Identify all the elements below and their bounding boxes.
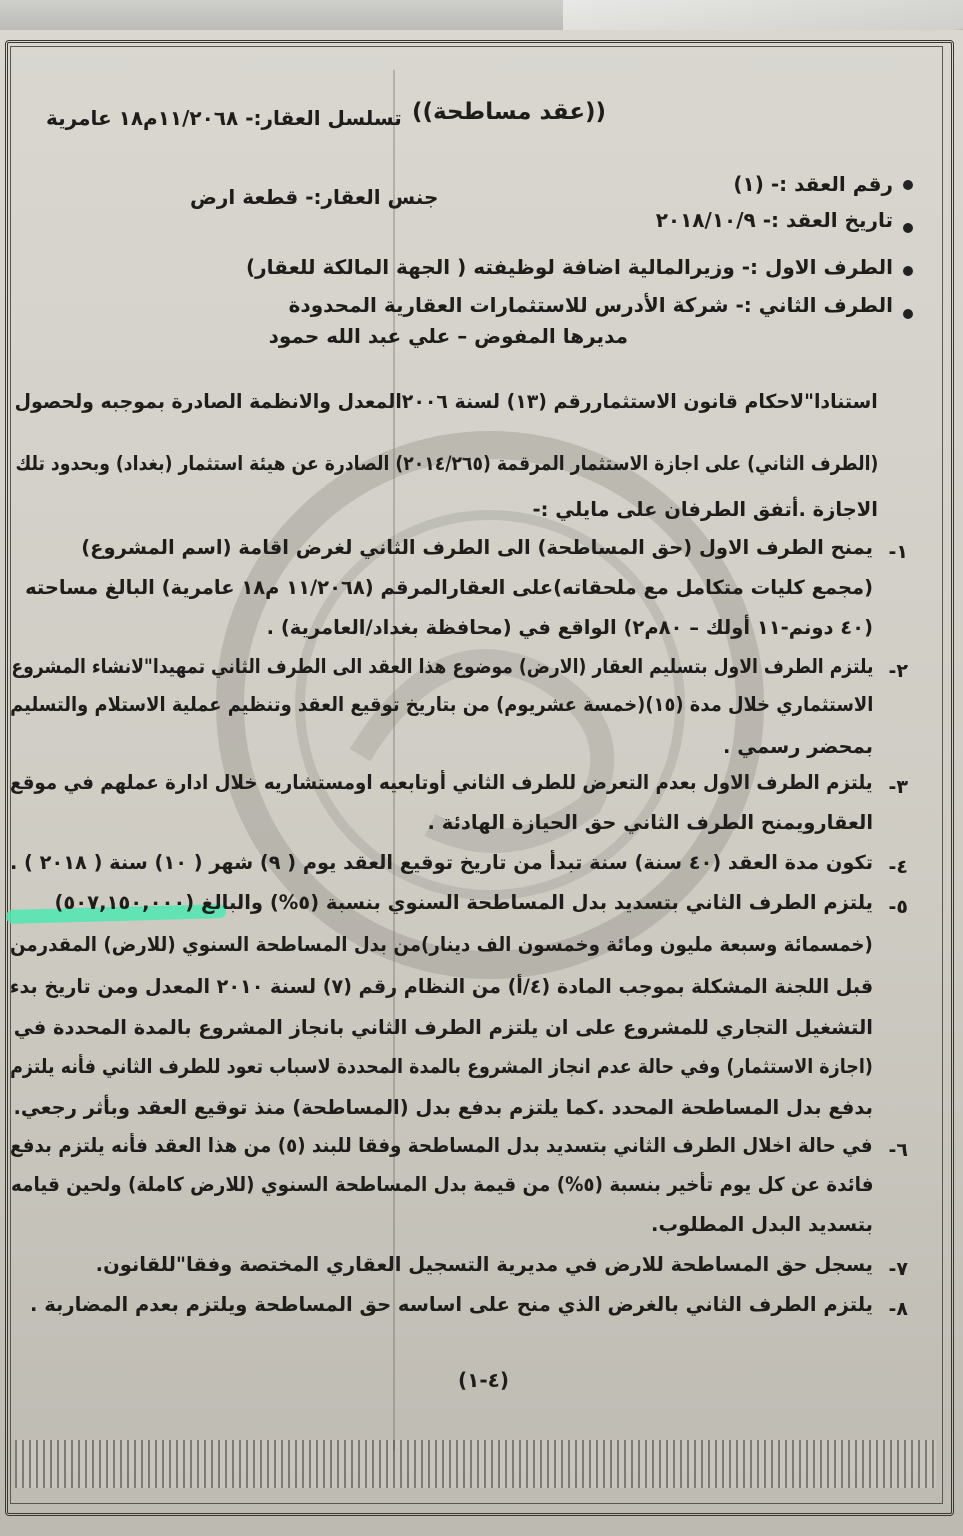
clause-number: ٥- [888,896,908,918]
clause-line: قبل اللجنة المشكلة بموجب المادة (٤/أ) من النظام رقم (٧) لسنة ٢٠١٠ المعدل ومن تاريخ بدء [9,975,873,998]
intro-line: استنادا"لاحكام قانون الاستثماررقم (١٣) لسنة ٢٠٠٦المعدل والانظمة الصادرة بموجبه ولحصول [14,390,878,413]
bullet-icon [903,266,913,276]
page-number: (٤-١) [458,1368,510,1392]
bullet-icon [903,309,913,319]
intro-line: الاجازة .أتفق الطرفان على مايلي :- [532,498,878,521]
first-party: الطرف الاول :- وزيرالمالية اضافة لوظيفته ( الجهة المالكة للعقار) [246,255,893,279]
clause-line-annual-fee: يلتزم الطرف الثاني بتسديد بدل المساطحة السنوي بنسبة (٥%) والبالغ (٥٠٧,١٥٠,٠٠٠) [54,891,873,914]
clause-line: (مجمع كليات متكامل مع ملحقاته)على العقارالمرقم (١١/٢٠٦٨ م١٨ عامرية) البالغ مساحته [25,576,873,599]
clause-line: الاستثماري خلال مدة (١٥)(خمسة عشريوم) من بتاريخ توقيع العقد وتنظيم عملية الاستلام والتسليم [9,693,873,716]
contract-number: رقم العقد :- (١) [733,172,893,196]
decorative-bottom-border [15,1440,936,1488]
clause-line: بمحضر رسمي . [723,735,873,758]
contract-date: تاريخ العقد :- ٢٠١٨/١٠/٩ [655,208,893,232]
clause-line: بدفع بدل المساطحة المحدد .كما يلتزم بدفع بدل (المساطحة) منذ توقيع العقد وبأثر رجعي. [13,1096,873,1119]
clause-line: العقارويمنح الطرف الثاني حق الحيازة الهادئة . [427,811,873,834]
contract-title: ((عقد مساطحة)) [412,99,607,125]
bullet-icon [903,180,913,190]
intro-line: (الطرف الثاني) على اجازة الاستثمار المرقمة (٢٠١٤/٢٦٥) الصادرة عن هيئة استثمار (بغداد) وبحدود تلك [15,452,878,475]
second-party: الطرف الثاني :- شركة الأدرس للاستثمارات العقارية المحدودة [288,293,893,317]
clause-line: فائدة عن كل يوم تأخير بنسبة (٥%) من قيمة بدل المساطحة السنوي (للارض كاملة) ولحين قيامه [10,1173,873,1196]
clause-line: يسجل حق المساطحة للارض في مديرية التسجيل العقاري المختصة وفقا"للقانون. [95,1253,873,1276]
clause-line: (٤٠ دونم-١١ أولك – ٨٠م٢) الواقع في (محافظة بغداد/العامرية) . [266,616,873,639]
clause-number: ٨- [888,1298,908,1320]
clause-number: ٤- [888,856,908,878]
clause-number: ٢- [888,660,908,682]
clause-number: ٦- [888,1139,908,1161]
clause-line: يلتزم الطرف الثاني بالغرض الذي منح على اساسه حق المساطحة ويلتزم بعدم المضاربة . [30,1293,873,1316]
clause-line: (اجازة الاستثمار) وفي حالة عدم انجاز المشروع بالمدة المحددة لاسباب تعود للطرف الثاني فأنه يلتزم [10,1055,873,1078]
property-serial: تسلسل العقار:- ١١/٢٠٦٨م١٨ عامرية [46,106,402,130]
property-type: جنس العقار:- قطعة ارض [190,185,439,209]
bullet-icon [903,223,913,233]
clause-line: في حالة اخلال الطرف الثاني بتسديد بدل المساطحة وفقا للبند (٥) من هذا العقد فأنه يلتزم بدفع [10,1134,873,1157]
clause-line: يلتزم الطرف الاول بتسليم العقار (الارض) موضوع هذا العقد الى الطرف الثاني تمهيدا"لانشاء المشروع [10,655,873,678]
clause-line: يمنح الطرف الاول (حق المساطحة) الى الطرف الثاني لغرض اقامة (اسم المشروع) [81,536,873,559]
authorized-manager: مديرها المفوض – علي عبد الله حمود [268,324,628,348]
clause-number: ٧- [888,1258,908,1280]
clause-line: (خمسمائة وسبعة مليون ومائة وخمسون الف دينار)من بدل المساطحة السنوي (للارض) المقدرمن [10,933,873,956]
clause-number: ١- [888,541,908,563]
clause-line: التشغيل التجاري للمشروع على ان يلتزم الطرف الثاني بانجاز المشروع بالمدة المحددة في [13,1016,873,1039]
clause-line: بتسديد البدل المطلوب. [651,1213,873,1236]
clause-number: ٣- [888,776,908,798]
clause-line: يلتزم الطرف الاول بعدم التعرض للطرف الثاني أوتابعيه اومستشاريه خلال ادارة عملهم في موقع [10,771,873,794]
clause-line: تكون مدة العقد (٤٠ سنة) سنة تبدأ من تاريخ توقيع العقد يوم ( ٩) شهر ( ١٠) سنة ( ٢٠١٨ ) . [9,851,873,874]
